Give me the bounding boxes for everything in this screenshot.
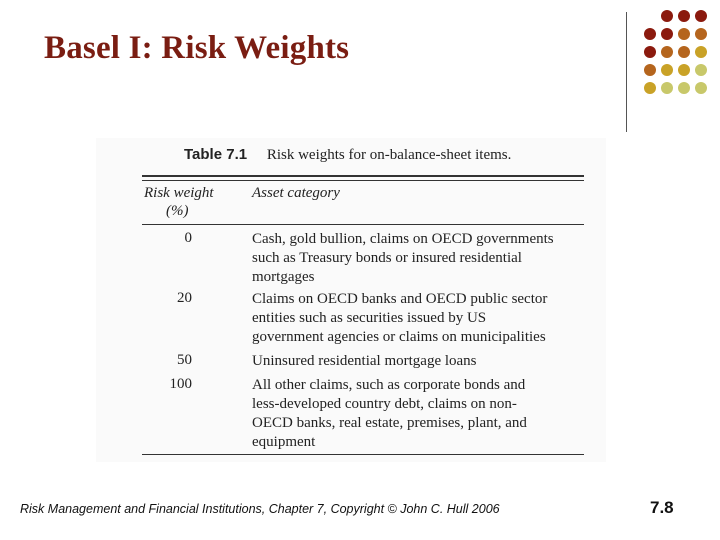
decorative-dot: [661, 46, 673, 58]
table-number: Table 7.1: [184, 146, 248, 163]
row-2-weight: 50: [177, 352, 192, 368]
decorative-dot: [644, 64, 656, 76]
title-divider-line: [626, 12, 627, 132]
risk-weight-table: [96, 138, 606, 462]
row-1-weight: 20: [177, 290, 192, 306]
decorative-dot: [644, 28, 656, 40]
table-top-rule-thin: [142, 180, 584, 181]
decorative-dot: [661, 10, 673, 22]
header-risk-weight: [144, 184, 214, 220]
row-3-line: OECD banks, real estate, premises, plant, and: [252, 415, 527, 431]
row-2-line: Uninsured residential mortgage loans: [252, 353, 477, 369]
decorative-dot: [661, 82, 673, 94]
slide-title: Basel I: Risk Weights: [44, 30, 350, 66]
row-1-line: entities such as securities issued by US: [252, 310, 487, 326]
row-0-line: Cash, gold bullion, claims on OECD governments: [252, 231, 554, 247]
slide-footer: Risk Management and Financial Institutions, Chapter 7, Copyright © John C. Hull 2006: [20, 502, 500, 516]
row-0-category: [252, 230, 592, 287]
header-risk-weight-line2: (%): [166, 203, 189, 219]
decorative-dot: [695, 28, 707, 40]
decorative-dot: [661, 64, 673, 76]
table-bottom-rule: [142, 454, 584, 455]
row-1-line: government agencies or claims on municipalities: [252, 329, 546, 345]
row-3-category: [252, 376, 592, 452]
decorative-dot: [695, 10, 707, 22]
header-rule: [142, 224, 584, 225]
row-3-line: equipment: [252, 434, 316, 450]
header-risk-weight-line1: Risk weight: [144, 185, 214, 201]
header-asset-category: Asset category: [252, 185, 340, 201]
table-caption: [184, 146, 511, 164]
row-0-weight: 0: [184, 230, 192, 246]
decorative-dot: [678, 64, 690, 76]
row-1-line: Claims on OECD banks and OECD public sector: [252, 291, 548, 307]
row-2-category: [252, 352, 592, 371]
table-title: Risk weights for on-balance-sheet items.: [266, 147, 512, 163]
decorative-dot: [678, 10, 690, 22]
decorative-dot: [695, 64, 707, 76]
slide-number: 7.8: [650, 498, 674, 517]
row-3-line: All other claims, such as corporate bonds and: [252, 377, 526, 393]
row-0-line: mortgages: [252, 269, 315, 285]
decorative-dot: [678, 28, 690, 40]
decorative-dot: [678, 46, 690, 58]
row-3-line: less-developed country debt, claims on non-: [252, 396, 517, 412]
decorative-dot-grid: [640, 10, 712, 110]
row-3-weight: 100: [169, 376, 192, 392]
decorative-dot: [695, 46, 707, 58]
decorative-dot: [695, 82, 707, 94]
row-0-line: such as Treasury bonds or insured residential: [252, 250, 522, 266]
table-top-rule: [142, 175, 584, 177]
decorative-dot: [644, 82, 656, 94]
decorative-dot: [661, 28, 673, 40]
decorative-dot: [678, 82, 690, 94]
row-1-category: [252, 290, 592, 347]
decorative-dot: [644, 46, 656, 58]
